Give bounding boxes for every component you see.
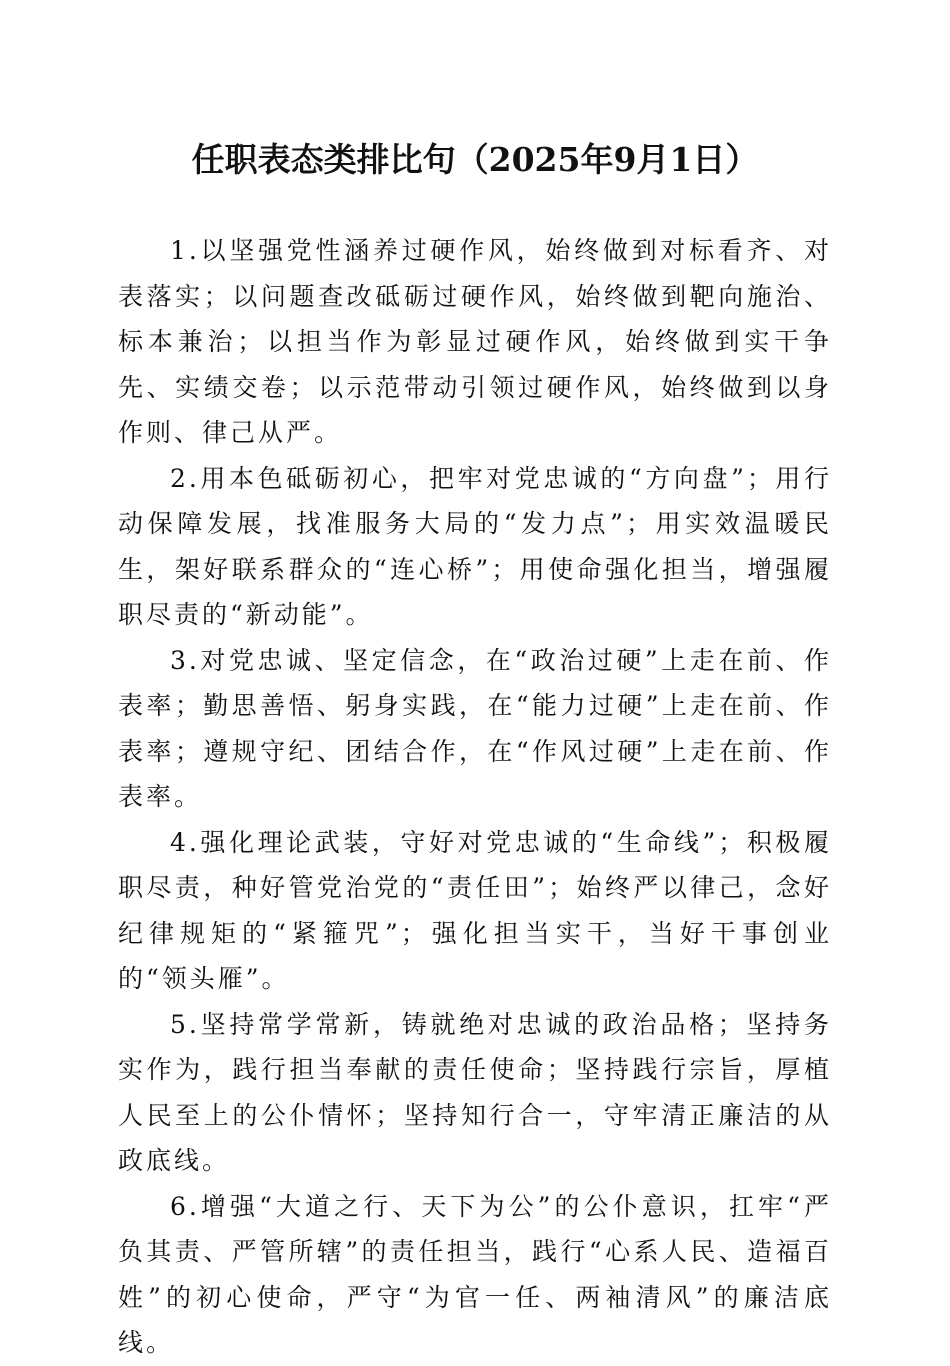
document-title: 任职表态类排比句（2025年9月1日） <box>191 140 759 179</box>
paragraph-4: 4.强化理论武装，守好对党忠诚的“生命线”；积极履职尽责，种好管党治党的“责任田”；始终严以律己，念好纪律规矩的“紧箍咒”；强化担当实干，当好干事创业的“领头雁”。 <box>118 827 832 993</box>
document-body <box>118 228 832 1366</box>
paragraph-6: 6.增强“大道之行、天下为公”的公仆意识，扛牢“严负其责、严管所辖”的责任担当，践行“心系人民、造福百姓”的初心使命，严守“为官一任、两袖清风”的廉洁底线。 <box>118 1191 832 1357</box>
paragraph-1: 1.以坚强党性涵养过硬作风，始终做到对标看齐、对表落实；以问题查改砥砺过硬作风，始终做到靶向施治、标本兼治；以担当作为彰显过硬作风，始终做到实干争先、实绩交卷；以示范带动引领过硬作风，始终做到以身作则、律己从严。 <box>118 236 832 447</box>
paragraph-3: 3.对党忠诚、坚定信念，在“政治过硬”上走在前、作表率；勤思善悟、躬身实践，在“能力过硬”上走在前、作表率；遵规守纪、团结合作，在“作风过硬”上走在前、作表率。 <box>118 645 832 811</box>
paragraph-5: 5.坚持常学常新，铸就绝对忠诚的政治品格；坚持务实作为，践行担当奉献的责任使命；坚持践行宗旨，厚植人民至上的公仆情怀；坚持知行合一，守牢清正廉洁的从政底线。 <box>118 1009 832 1175</box>
paragraph-2: 2.用本色砥砺初心，把牢对党忠诚的“方向盘”；用行动保障发展，找准服务大局的“发力点”；用实效温暖民生，架好联系群众的“连心桥”；用使命强化担当，增强履职尽责的“新动能”。 <box>118 463 832 629</box>
